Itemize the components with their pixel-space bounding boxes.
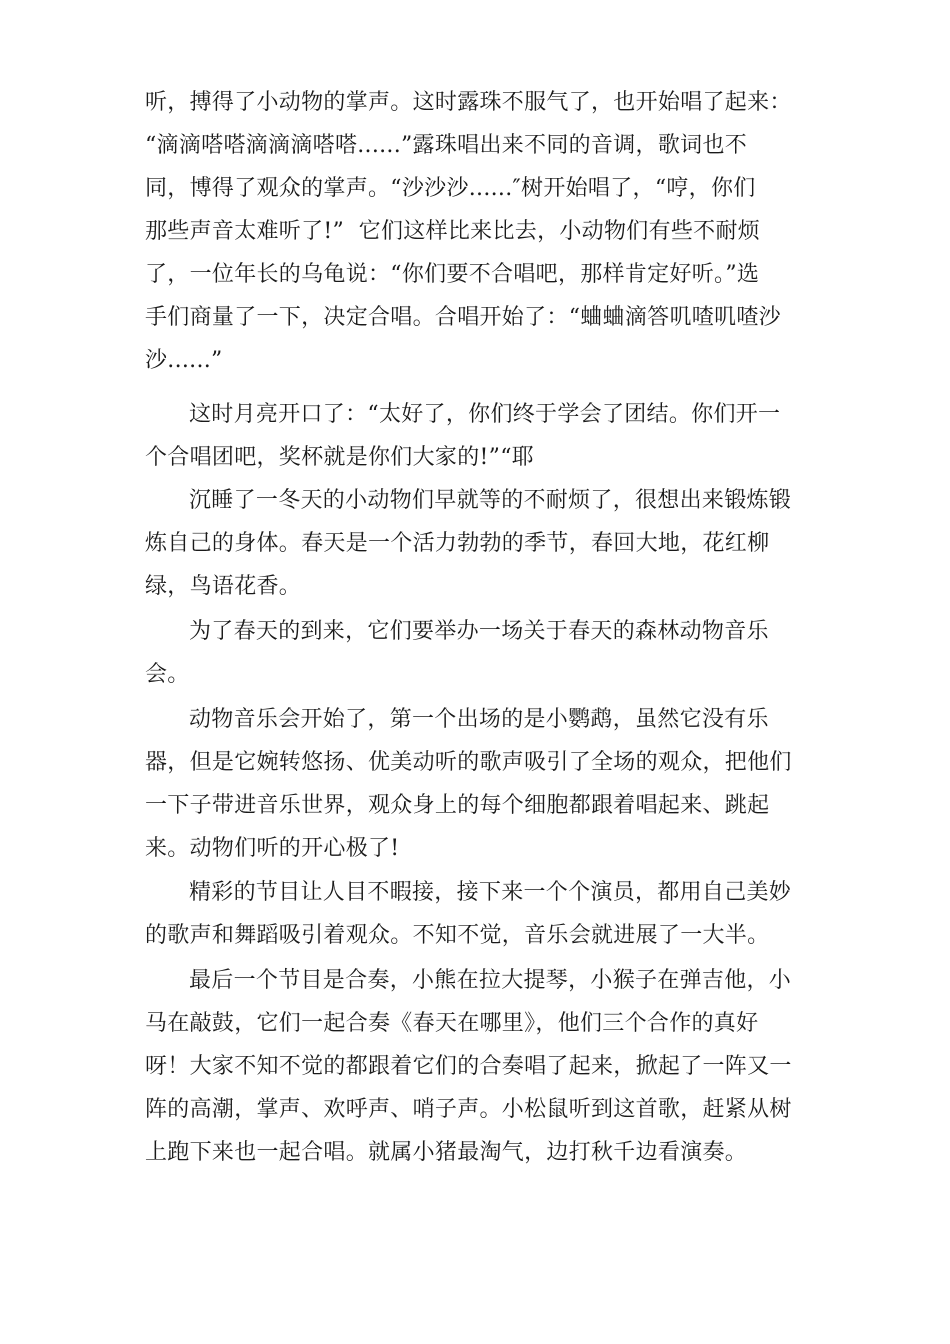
paragraph-first-line: 动物音乐会开始了，第一个出场的是小鹦鹉，虽然它没有乐 — [189, 707, 769, 732]
text-line: 沙......” — [145, 348, 223, 373]
text-line: 了，一位年长的乌龟说：“你们要不合唱吧，那样肯定好听。”选 — [145, 262, 760, 287]
text-line: 个合唱团吧，奖杯就是你们大家的!”“耶 — [145, 445, 535, 470]
text-line: 炼自己的身体。春天是一个活力勃勃的季节，春回大地，花红柳 — [145, 531, 770, 556]
text-line: 那些声音太难听了!” 它们这样比来比去，小动物们有些不耐烦 — [145, 219, 761, 244]
text-line: 绿，鸟语花香。 — [145, 574, 302, 599]
text-line: “滴滴嗒嗒滴滴滴嗒嗒......”露珠唱出来不同的音调，歌词也不 — [145, 133, 748, 158]
text-line: 阵的高潮，掌声、欢呼声、哨子声。小松鼠听到这首歌，赶紧从树 — [145, 1097, 792, 1122]
text-line: 的歌声和舞蹈吸引着观众。不知不觉，音乐会就进展了一大半。 — [145, 923, 770, 948]
text-line: 同，博得了观众的掌声。“沙沙沙......″树开始唱了，“哼，你们 — [145, 176, 756, 201]
paragraph-first-line: 沉睡了一冬天的小动物们早就等的不耐烦了，很想出来锻炼锻 — [189, 488, 792, 513]
text-line: 来。动物们听的开心极了! — [145, 836, 400, 861]
text-line: 马在敲鼓，它们一起合奏《春天在哪里》，他们三个合作的真好 — [145, 1011, 759, 1036]
text-line: 听，搏得了小动物的掌声。这时露珠不服气了，也开始唱了起来： — [145, 90, 792, 115]
paragraph-first-line: 为了春天的到来，它们要举办一场关于春天的森林动物音乐 — [189, 619, 769, 644]
text-line: 手们商量了一下，决定合唱。合唱开始了：“蛐蛐滴答叽喳叽喳沙 — [145, 305, 781, 330]
text-line: 呀！大家不知不觉的都跟着它们的合奏唱了起来，掀起了一阵又一 — [145, 1054, 792, 1079]
text-line: 上跑下来也一起合唱。就属小猪最淘气，边打秋千边看演奏。 — [145, 1140, 748, 1165]
paragraph-first-line: 最后一个节目是合奏，小熊在拉大提琴，小猴子在弹吉他，小 — [189, 968, 792, 993]
text-line: 一下子带进音乐世界，观众身上的每个细胞都跟着唱起来、跳起 — [145, 793, 770, 818]
paragraph-first-line: 精彩的节目让人目不暇接，接下来一个个演员，都用自己美妙 — [189, 880, 792, 905]
text-line: 会。 — [145, 662, 190, 687]
text-line: 器，但是它婉转悠扬、优美动听的歌声吸引了全场的观众，把他们 — [145, 750, 792, 775]
paragraph-first-line: 这时月亮开口了：“太好了，你们终于学会了团结。你们开一 — [189, 402, 781, 427]
